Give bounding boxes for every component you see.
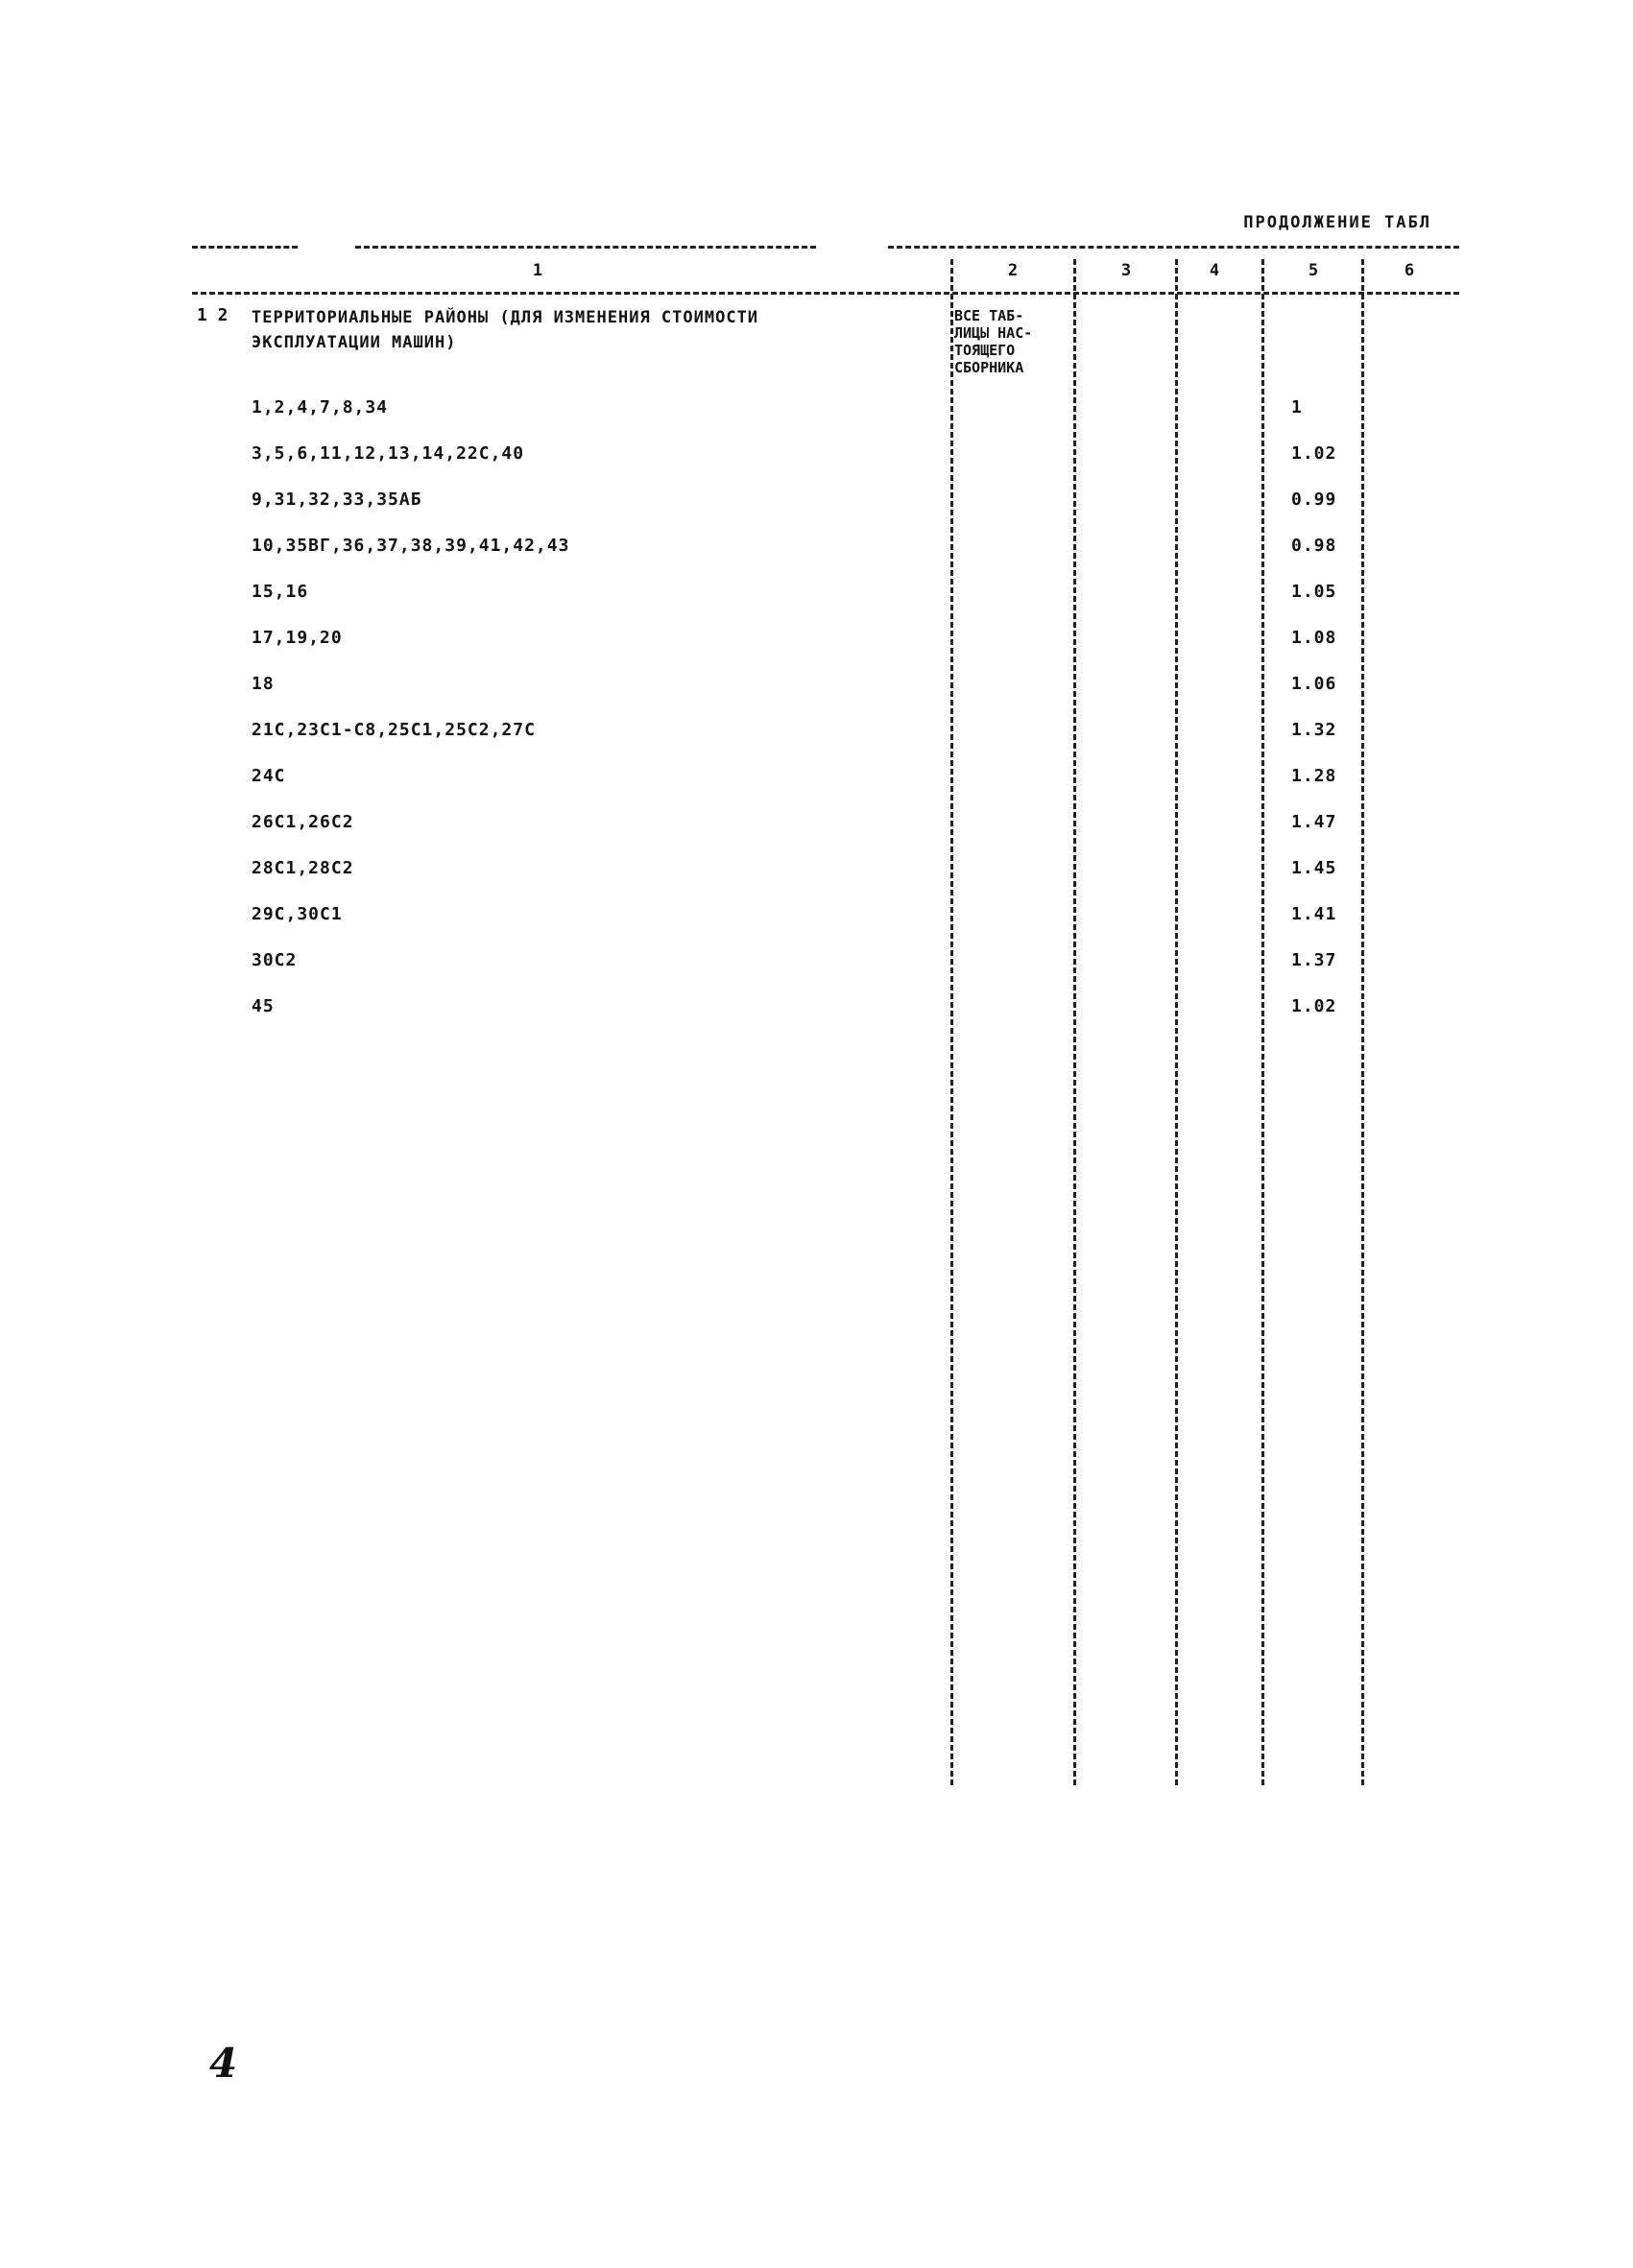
district-list: 3,5,6,11,12,13,14,22С,40 <box>252 443 525 464</box>
district-list: 45 <box>252 996 275 1016</box>
applies-to-line: ЛИЦЫ НАС- <box>954 324 1033 342</box>
district-list: 26С1,26С2 <box>252 812 354 832</box>
district-list: 29С,30С1 <box>252 904 343 924</box>
coefficient-value: 1.02 <box>1291 996 1337 1016</box>
header-rule-top <box>192 246 298 249</box>
coefficient-value: 1.47 <box>1291 812 1337 832</box>
header-rule-top <box>888 246 1459 249</box>
section-number: 1 2 <box>197 305 228 325</box>
applies-to-line: ТОЯЩЕГО <box>954 342 1016 359</box>
column-divider <box>1261 259 1264 1785</box>
header-rule-top <box>355 246 816 249</box>
coefficient-value: 1.08 <box>1291 628 1337 648</box>
column-header-1: 1 <box>532 261 543 280</box>
district-list: 21С,23С1-С8,25С1,25С2,27С <box>252 720 536 740</box>
page-number: 4 <box>209 2040 238 2087</box>
column-header-6: 6 <box>1404 261 1415 280</box>
column-header-2: 2 <box>1007 261 1019 280</box>
column-divider <box>1175 259 1178 1785</box>
coefficient-value: 1.02 <box>1291 443 1337 464</box>
coefficient-value: 0.99 <box>1291 489 1337 510</box>
column-divider <box>1361 259 1364 1785</box>
district-list: 1,2,4,7,8,34 <box>252 397 389 418</box>
section-title: ТЕРРИТОРИАЛЬНЫЕ РАЙОНЫ (ДЛЯ ИЗМЕНЕНИЯ СТОИМОСТИ ЭКСПЛУАТАЦИИ МАШИН) <box>252 308 759 352</box>
applies-to-line: СБОРНИКА <box>954 359 1024 376</box>
district-list: 17,19,20 <box>252 628 343 648</box>
coefficient-value: 1.41 <box>1291 904 1337 924</box>
district-list: 28С1,28С2 <box>252 858 354 878</box>
district-list: 15,16 <box>252 582 309 602</box>
coefficient-value: 1.06 <box>1291 674 1337 694</box>
header-rule-bottom <box>192 292 1459 295</box>
coefficient-value: 1 <box>1291 397 1303 418</box>
applies-to-note <box>954 307 1071 376</box>
district-list: 30С2 <box>252 950 298 970</box>
column-divider <box>1073 259 1076 1785</box>
applies-to-line: ВСЕ ТАБ- <box>954 307 1024 324</box>
coefficient-value: 1.05 <box>1291 582 1337 602</box>
district-list: 18 <box>252 674 275 694</box>
column-header-4: 4 <box>1209 261 1220 280</box>
coefficient-value: 1.32 <box>1291 720 1337 740</box>
district-list: 9,31,32,33,35АБ <box>252 489 422 510</box>
district-list: 10,35ВГ,36,37,38,39,41,42,43 <box>252 536 570 556</box>
coefficient-value: 0.98 <box>1291 536 1337 556</box>
coefficient-value: 1.45 <box>1291 858 1337 878</box>
column-divider <box>950 259 953 1785</box>
coefficient-value: 1.37 <box>1291 950 1337 970</box>
coefficient-value: 1.28 <box>1291 766 1337 786</box>
column-header-3: 3 <box>1120 261 1132 280</box>
district-list: 24С <box>252 766 286 786</box>
column-header-5: 5 <box>1308 261 1319 280</box>
continuation-label: ПРОДОЛЖЕНИЕ ТАБЛ <box>1243 213 1431 232</box>
